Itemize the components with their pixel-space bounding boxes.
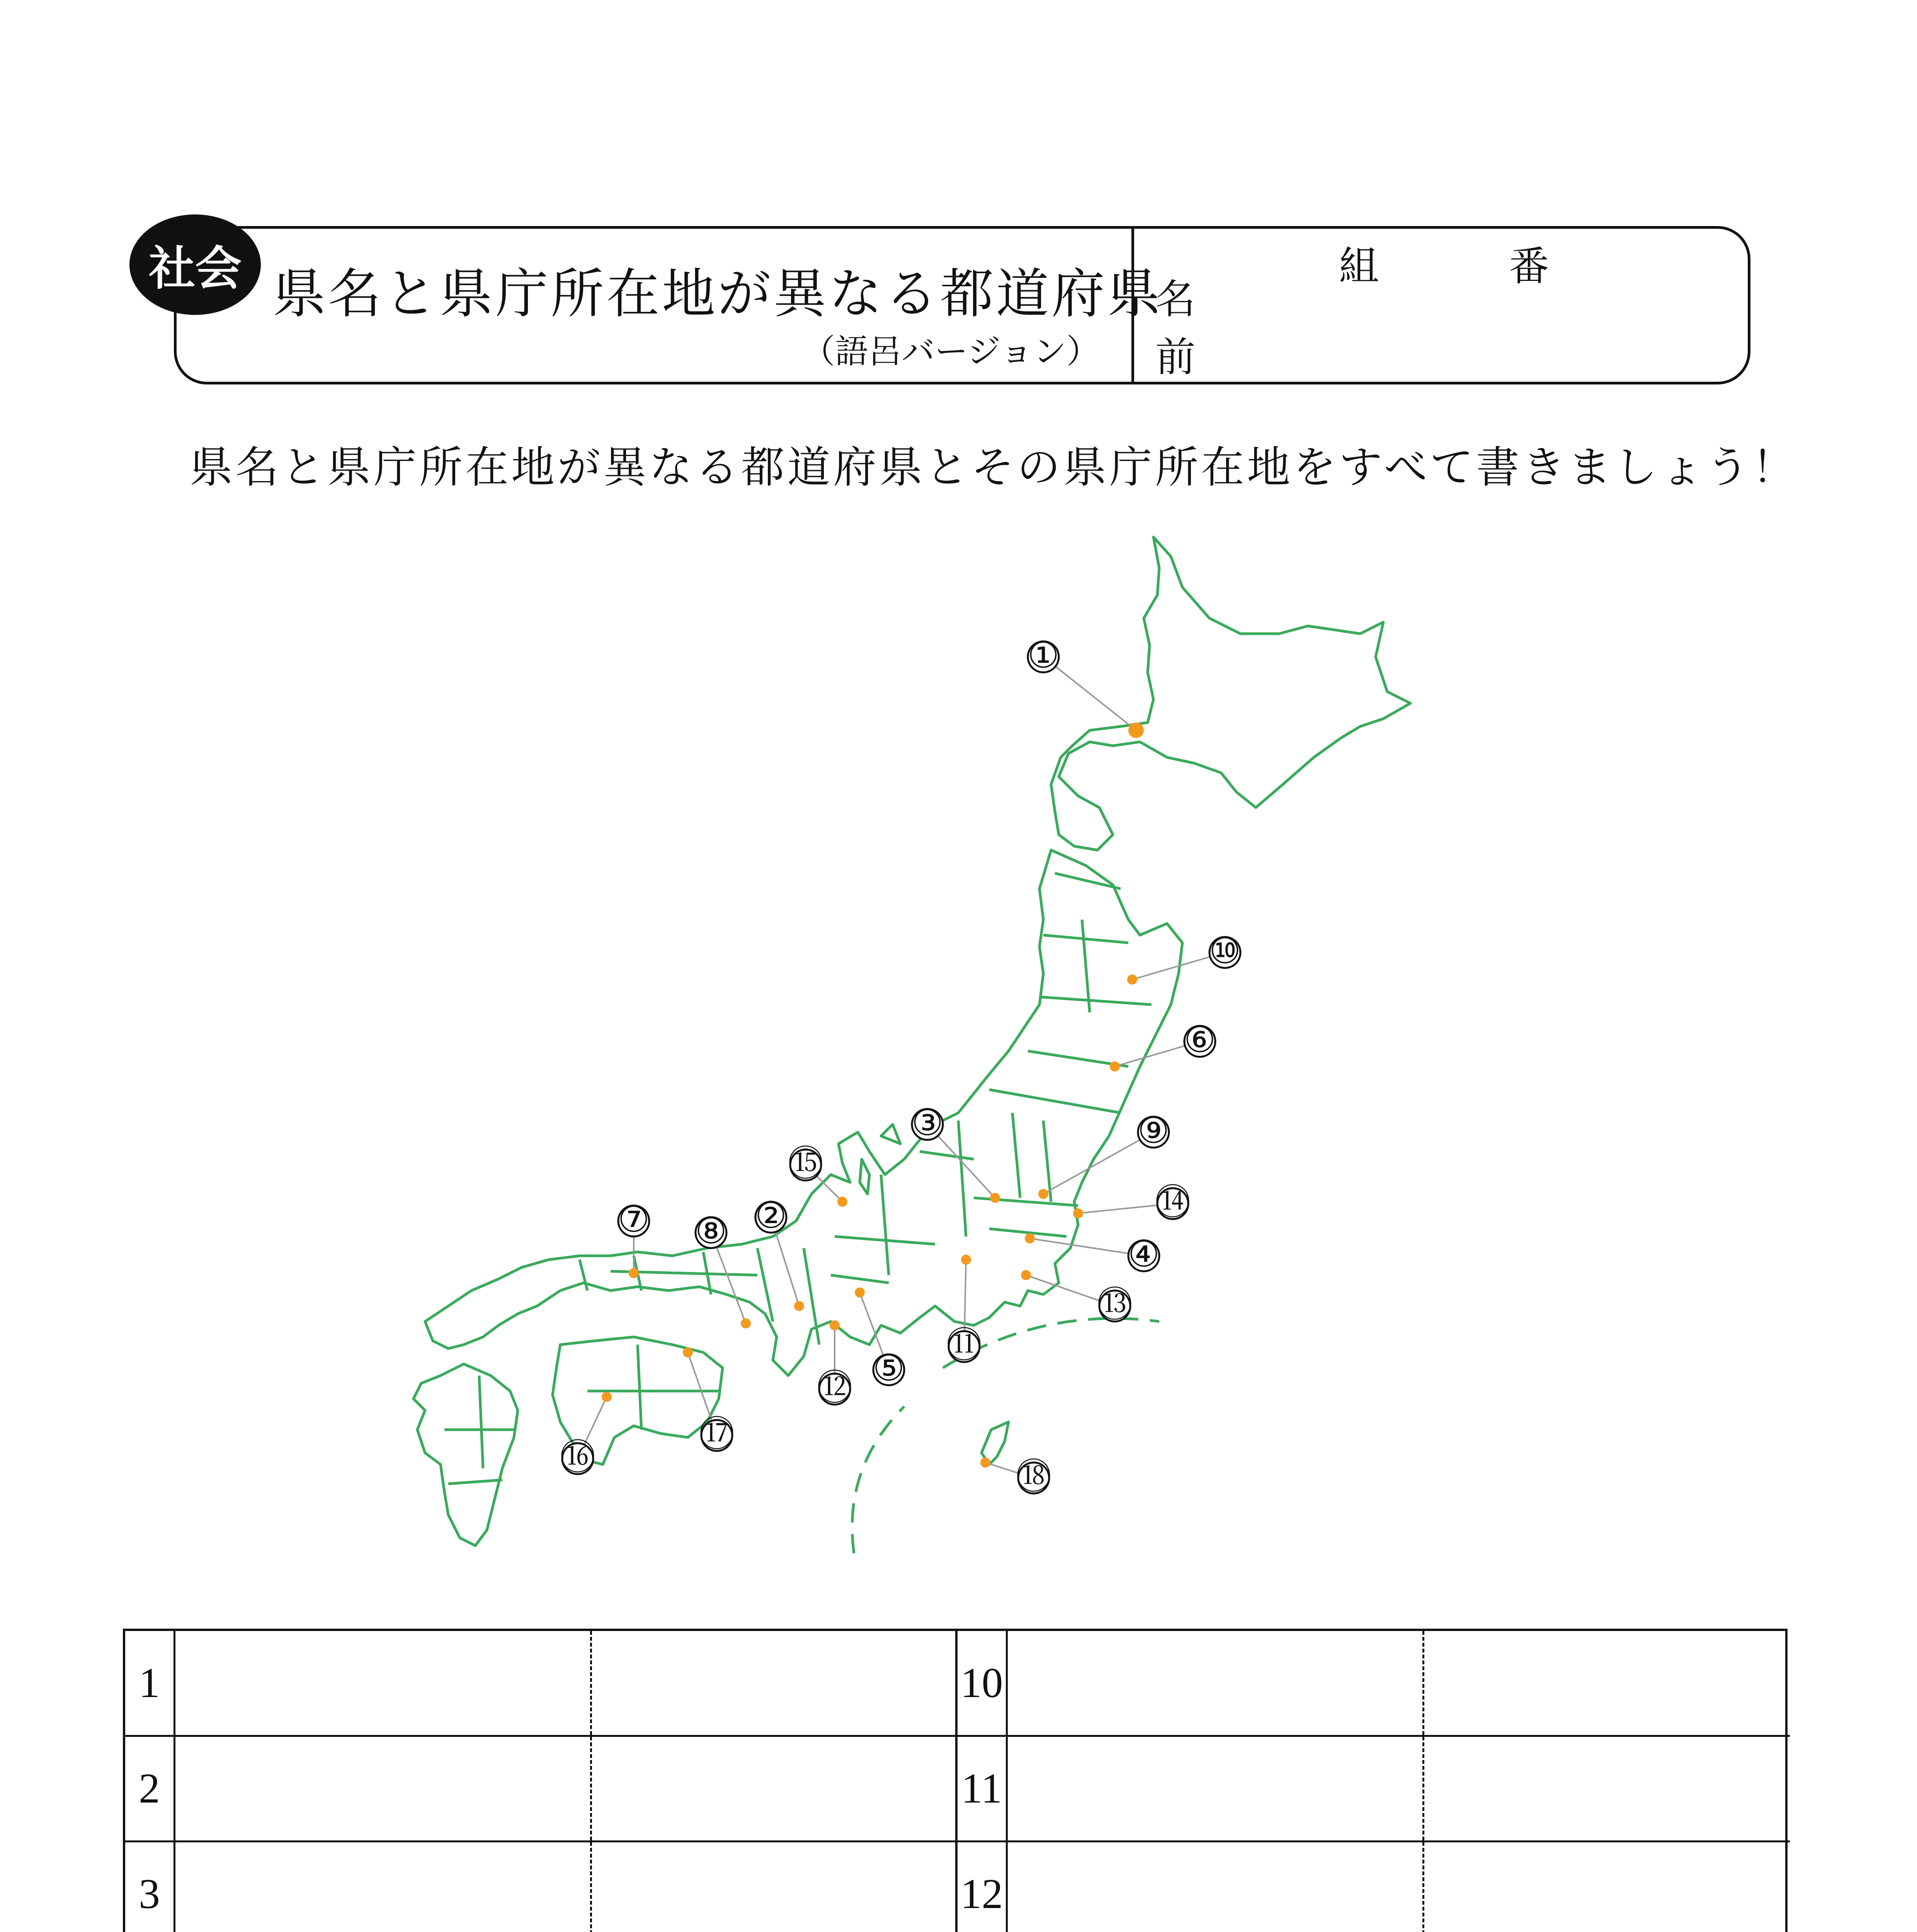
pref-boundary-2 [1043, 935, 1128, 943]
number-label: ⑬ [1097, 1284, 1133, 1325]
capital-answer-cell[interactable] [1424, 1842, 1790, 1932]
capital-answer-cell[interactable] [592, 1631, 958, 1735]
prefecture-answer-cell[interactable] [1008, 1631, 1424, 1735]
row-number: 11 [958, 1736, 1008, 1840]
pref-boundary-7 [1012, 1113, 1020, 1198]
leader-line [1043, 1132, 1153, 1194]
row-number: 12 [958, 1842, 1008, 1932]
number-label: ④ [1128, 1233, 1160, 1275]
answer-row [958, 1736, 1790, 1842]
island-small-2 [881, 1124, 900, 1144]
number-label: ⑪ [946, 1324, 982, 1366]
pref-boundary-5 [1082, 920, 1090, 1012]
capital-marker [980, 1458, 990, 1468]
number-label: ① [1027, 634, 1060, 676]
row-number: 10 [958, 1631, 1008, 1735]
number-label: ⑧ [695, 1210, 727, 1252]
number-label: ⑰ [699, 1413, 735, 1455]
number-label: ⑦ [617, 1199, 650, 1240]
number-label: ⑫ [816, 1367, 853, 1408]
japan-map [386, 526, 1468, 1569]
capital-marker [1128, 723, 1144, 738]
number-label: 番 [1509, 243, 1550, 290]
number-label: ③ [911, 1102, 944, 1144]
number-label: ② [755, 1195, 787, 1236]
pref-boundary-15 [831, 1275, 889, 1283]
row-number: 3 [125, 1842, 175, 1932]
pref-boundary-26 [479, 1376, 483, 1468]
capital-marker [1021, 1270, 1031, 1280]
hokkaido-outline [1051, 537, 1410, 850]
number-label: ⑨ [1137, 1110, 1170, 1151]
number-label: ⑯ [560, 1436, 596, 1478]
answer-row [958, 1842, 1790, 1932]
worksheet-subtitle: （語呂バージョン） [802, 332, 1100, 371]
capital-marker [602, 1392, 612, 1402]
class-label: 組 [1339, 243, 1379, 290]
pref-boundary-10 [920, 1151, 974, 1159]
pref-boundary-1 [1055, 873, 1121, 889]
kyushu-outline [413, 1364, 518, 1546]
island-small-1 [860, 1159, 869, 1194]
pref-boundary-6 [989, 1090, 1121, 1113]
dashed-arc-left [852, 1406, 904, 1553]
capital-marker [830, 1320, 840, 1330]
number-label: ⑭ [1155, 1181, 1191, 1223]
number-label: ⑤ [873, 1347, 905, 1389]
capital-marker [1038, 1189, 1048, 1199]
pref-boundary-22 [638, 1345, 641, 1430]
answer-table [123, 1629, 1788, 1932]
prefecture-answer-cell[interactable] [1008, 1842, 1424, 1932]
name-label-top: 名 [1155, 276, 1196, 323]
answer-row [125, 1631, 958, 1737]
leader-line [1030, 1238, 1144, 1256]
capital-marker [990, 1193, 1000, 1203]
prefecture-answer-cell[interactable] [175, 1631, 592, 1735]
pref-boundary-13 [881, 1175, 889, 1275]
row-number: 1 [125, 1631, 175, 1735]
pref-boundary-3 [1039, 997, 1152, 1005]
capital-marker [794, 1301, 804, 1311]
capital-answer-cell[interactable] [592, 1842, 958, 1932]
instruction-text: 県名と県庁所在地が異なる都道府県とその県庁所在地をすべて書きましょう！ [189, 442, 1798, 493]
prefecture-answer-cell[interactable] [175, 1842, 592, 1932]
worksheet-title: 県名と県庁所在地が異なる都道府県 [272, 263, 1163, 325]
capital-answer-cell[interactable] [1424, 1736, 1790, 1840]
honshu-outline [425, 850, 1182, 1376]
capital-marker [855, 1287, 865, 1298]
answer-column-right [955, 1631, 1790, 1932]
prefecture-answer-cell[interactable] [175, 1736, 592, 1840]
number-label: ⑮ [788, 1143, 824, 1184]
capital-marker [961, 1255, 971, 1265]
number-label: ⑥ [1184, 1019, 1216, 1061]
capital-marker [1110, 1061, 1120, 1071]
pref-boundary-20 [580, 1260, 587, 1291]
capital-marker [629, 1268, 639, 1278]
capital-marker [837, 1197, 847, 1207]
answer-column-left [125, 1631, 958, 1932]
name-label-bottom: 前 [1155, 333, 1196, 381]
capital-marker [1127, 975, 1137, 985]
answer-row [125, 1736, 958, 1842]
pref-boundary-11 [974, 1198, 1078, 1206]
number-label: ⑱ [1015, 1456, 1052, 1497]
subject-badge: 社会 [129, 214, 261, 315]
prefecture-answer-cell[interactable] [1008, 1736, 1424, 1840]
pref-boundary-25 [448, 1480, 502, 1484]
capital-marker [1073, 1208, 1083, 1218]
capital-marker [1025, 1233, 1035, 1243]
number-label: ⑩ [1209, 930, 1241, 972]
map-outline [413, 537, 1410, 1546]
capital-answer-cell[interactable] [592, 1736, 958, 1840]
capital-marker [741, 1318, 751, 1328]
capital-marker [683, 1347, 693, 1357]
pref-boundary-9 [958, 1121, 966, 1236]
capital-answer-cell[interactable] [1424, 1631, 1790, 1735]
answer-row [125, 1842, 958, 1932]
row-number: 2 [125, 1736, 175, 1840]
answer-row [958, 1631, 1790, 1737]
